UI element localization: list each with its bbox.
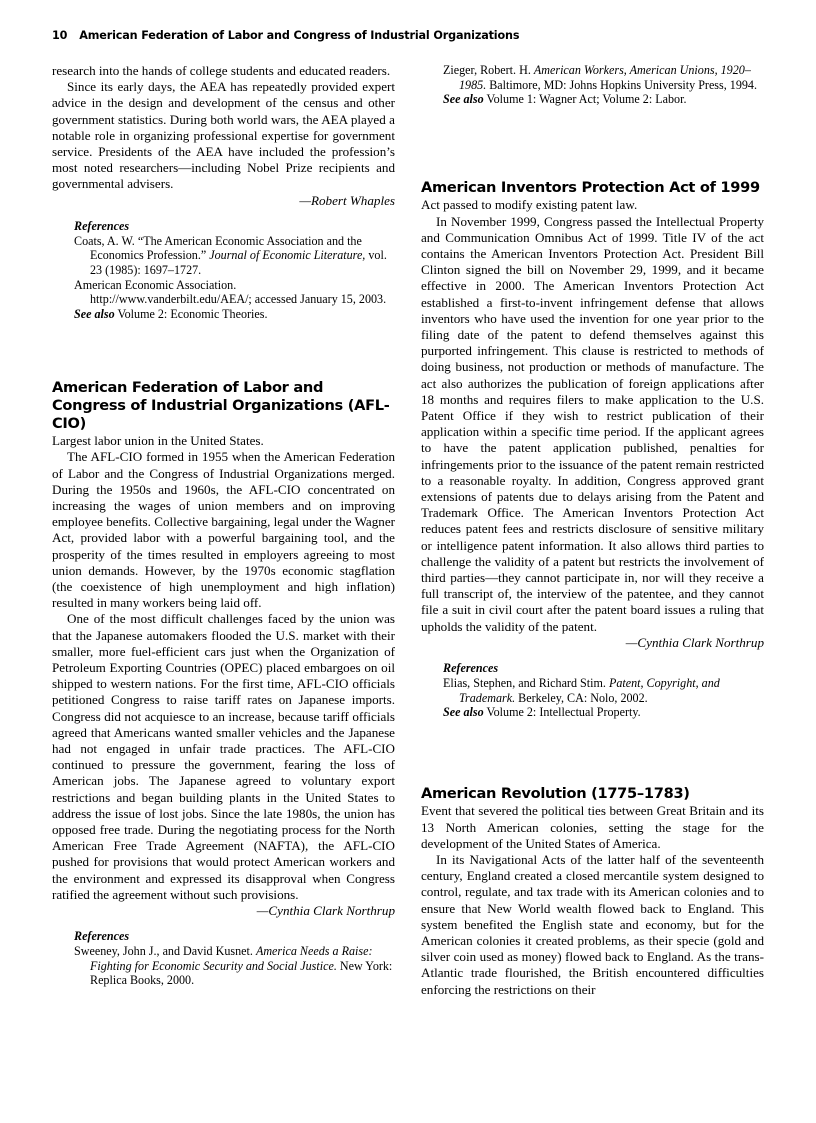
reference-item — [52, 234, 395, 278]
see-also — [421, 705, 764, 720]
paragraph: One of the most difficult challenges faced by the union was that the Japanese automakers flooded the U.S. market with their smaller, more fuel-efficient cars just when the Organization of Petroleum Exporting Countries (OPEC) placed embargoes on oil shipped to western nations. For the first time, AFL-CIO officials petitioned Congress to raise tariff rates on Japanese imports. Congress did not acquiesce to an increase, because tariff officials agreed that Americans wanted smaller vehicles and the Japanese had not engaged in unfair trade practices. The AFL-CIO continued to pressure the government, fearing the loss of American jobs. The Japanese agreed to voluntary export restrictions and began building plants in the United States to address the issue of lost jobs. Since the late 1980s, the union has opposed free trade. During the negotiating process for the North American Free Trade Agreement (NAFTA), the AFL-CIO pushed for provisions that would protect American workers and the environment and expressed its disapproval when Congress ratified the agreement without such provisions. — [52, 611, 395, 902]
reference-text: Sweeney, John J., and David Kusnet. — [74, 944, 256, 959]
references-heading: References — [443, 661, 499, 676]
reference-tail: vol. 23 (1985): 1697–1727. — [90, 248, 387, 278]
running-head — [52, 29, 764, 42]
entry-definition: Act passed to modify existing patent law. — [421, 197, 638, 213]
entry-byline: —Cynthia Clark Northrup — [256, 903, 395, 919]
reference-title: Patent, Copyright, and Trademark. — [459, 676, 720, 705]
reference-tail: New York: Replica Books, 2000. — [90, 958, 393, 988]
two-column-body — [52, 63, 764, 1073]
see-also-label: See also — [443, 92, 484, 107]
reference-text: Elias, Stephen, and Richard Stim. — [443, 676, 609, 691]
entry-definition: Event that severed the political ties between Great Britain and its 13 North American colonies, setting the stage for the development of the United States of America. — [421, 803, 764, 851]
see-also-text: Volume 2: Intellectual Property. — [483, 705, 641, 720]
reference-title: Journal of Economic Literature, — [209, 248, 366, 263]
page-number: 10 — [52, 29, 68, 42]
see-also-label: See also — [443, 705, 484, 720]
right-column — [421, 63, 764, 1073]
reference-item — [421, 63, 764, 92]
left-column — [52, 63, 395, 1073]
reference-text: American Economic Association. http://www.vanderbilt.edu/AEA/; accessed January 15, 2003. — [74, 277, 387, 307]
references-heading: References — [74, 218, 130, 233]
reference-title: America Needs a Raise: Fighting for Economic Security and Social Justice. — [90, 944, 373, 973]
see-also — [52, 307, 395, 322]
paragraph: In November 1999, Congress passed the Intellectual Property and Communication Omnibus Act of 1999. Title IV of the act contains the American Inventors Protection Act. President Bill Clinton signed the bill on November 29, 1999, and it became effective in 2000. The American Inventors Protection Act established a first-to-invent infringement defense that allows inventors who have used the invention for one year prior to the filing date of the patent to defend themselves against this purported infringement. This clause is restricted to methods of doing business, not production or methods of manufacture. The act also authorizes the publication of foreign applications after 18 months and requires filers to make application to the U.S. Patent Office if they wish to restrict publication of their application within a specific time period. If the applicant agrees to have the patent application published, penalties for infringements prior to the issuance of the patent remain restricted to a reasonable royalty. In addition, Congress approved grant extensions of patents due to delays arising from the Patent and Trademark Office. The American Inventors Protection Act reduces patent fees and restricts disclosure of sensitive military or intelligence patent information. It also allows third parties to challenge the validity of a patent but restricts the involvement of third parties—they cannot participate in, nor will they receive a full transcript of, the interview of the patentee, and they cannot file a suit in civil court after the patent board issues a ruling that upholds the validity of the patent. — [421, 213, 764, 634]
see-also — [421, 92, 764, 107]
paragraph: Since its early days, the AEA has repeatedly provided expert advice in the design and development of the census and other government statistics. During both world wars, the AEA played a notable role in organizing professional expertise for government service. Presidents of the AEA have included the profession’s most noted researchers—including Nobel Prize recipients and governmental advisers. — [52, 79, 395, 192]
paragraph: research into the hands of college students and educated readers. — [52, 63, 391, 78]
reference-text: Zieger, Robert. H. — [443, 63, 534, 77]
entry-byline: —Cynthia Clark Northrup — [625, 634, 764, 650]
reference-text: Coats, A. W. “The American Economic Association and the Economics Profession.” — [74, 233, 362, 263]
reference-title: American Workers, American Unions, 1920–1985. — [459, 63, 751, 92]
entry-title: American Inventors Protection Act of 1999 — [421, 178, 760, 196]
paragraph: The AFL-CIO formed in 1955 when the American Federation of Labor and the Congress of Industrial Organizations merged. During the 1950s and 1960s, the AFL-CIO concentrated on increasing the wages of union members and on improving employee benefits. Collective bargaining, legal under the Wagner Act, provided labor with a powerful bargaining tool, and the prosperity of the times resulted in employers agreeing to most union demands. However, by the 1970s economic stagflation (the coexistence of high unemployment and high inflation) resulted in many workers being laid off. — [52, 449, 395, 611]
paragraph: In its Navigational Acts of the latter half of the seventeenth century, England created a closed mercantile system designed to control, regulate, and tax trade with its American colonies and to ensure that New World wealth flowed back to England. This system benefited the English state and economy, but for the American colonies it created problems, as their specie (gold and silver coin used as money) flowed back to England. As the trans-Atlantic trade flourished, the British encountered difficulties enforcing the restrictions on their — [421, 852, 764, 997]
entry-title: American Revolution (1775–1783) — [421, 784, 690, 802]
entry-definition: Largest labor union in the United States. — [52, 433, 264, 449]
references-heading: References — [74, 929, 130, 944]
see-also-label: See also — [74, 306, 115, 321]
running-head-title: American Federation of Labor and Congress of Industrial Organizations — [79, 29, 520, 42]
see-also-text: Volume 1: Wagner Act; Volume 2: Labor. — [483, 92, 687, 107]
reference-item — [421, 676, 764, 705]
see-also-text: Volume 2: Economic Theories. — [114, 306, 268, 321]
entry-byline: —Robert Whaples — [299, 192, 395, 208]
reference-tail: Berkeley, CA: Nolo, 2002. — [515, 690, 648, 705]
reference-tail: Baltimore, MD: Johns Hopkins University Press, 1994. — [486, 77, 757, 92]
reference-item — [52, 278, 395, 307]
entry-title: American Federation of Labor and Congress of Industrial Organizations (AFL-CIO) — [52, 379, 390, 432]
reference-item — [52, 944, 395, 988]
